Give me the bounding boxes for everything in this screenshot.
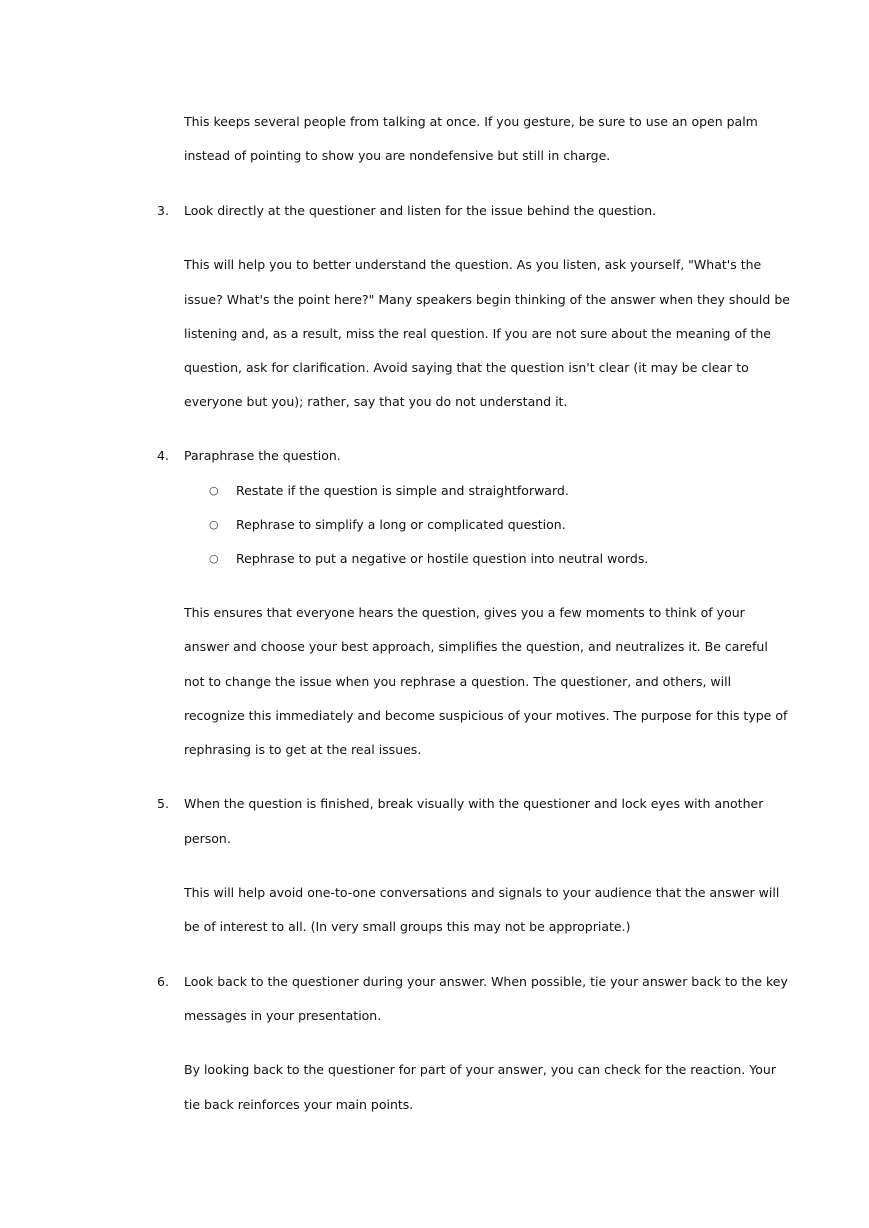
- item-heading: Paraphrase the question.: [184, 448, 341, 463]
- item-body-line: This ensures that everyone hears the question, gives you a few moments to think of your: [184, 605, 745, 620]
- item-body-line: rephrasing is to get at the real issues.: [184, 742, 422, 757]
- item-body-line: tie back reinforces your main points.: [184, 1097, 414, 1112]
- item-body-line: This will help avoid one-to-one conversations and signals to your audience that the answer will: [184, 885, 780, 900]
- bullet-marker: ○: [209, 552, 219, 565]
- item-body-line: By looking back to the questioner for part of your answer, you can check for the reaction. Your: [184, 1062, 776, 1077]
- bullet-item: Rephrase to put a negative or hostile question into neutral words.: [236, 551, 649, 566]
- intro-line: This keeps several people from talking at once. If you gesture, be sure to use an open palm: [184, 114, 758, 129]
- item-heading: Look back to the questioner during your answer. When possible, tie your answer back to the key: [184, 974, 788, 989]
- item-body-line: answer and choose your best approach, simplifies the question, and neutralizes it. Be careful: [184, 639, 768, 654]
- bullet-marker: ○: [209, 484, 219, 497]
- bullet-item: Restate if the question is simple and straightforward.: [236, 483, 569, 498]
- item-heading: When the question is finished, break visually with the questioner and lock eyes with another: [184, 796, 764, 811]
- item-body-line: recognize this immediately and become suspicious of your motives. The purpose for this type of: [184, 708, 788, 723]
- bullet-marker: ○: [209, 518, 219, 531]
- item-body-line: issue? What's the point here?" Many speakers begin thinking of the answer when they should be: [184, 292, 790, 307]
- item-number: 3.: [157, 203, 169, 218]
- item-number: 5.: [157, 796, 169, 811]
- item-body-line: not to change the issue when you rephrase a question. The questioner, and others, will: [184, 674, 732, 689]
- bullet-item: Rephrase to simplify a long or complicated question.: [236, 517, 566, 532]
- item-heading: messages in your presentation.: [184, 1008, 382, 1023]
- item-body-line: This will help you to better understand the question. As you listen, ask yourself, "What's the: [184, 257, 762, 272]
- item-body-line: question, ask for clarification. Avoid saying that the question isn't clear (it may be clear to: [184, 360, 749, 375]
- item-number: 6.: [157, 974, 169, 989]
- item-body-line: be of interest to all. (In very small groups this may not be appropriate.): [184, 919, 631, 934]
- item-body-line: listening and, as a result, miss the real question. If you are not sure about the meaning of the: [184, 326, 771, 341]
- intro-line: instead of pointing to show you are nondefensive but still in charge.: [184, 148, 611, 163]
- item-heading: person.: [184, 831, 231, 846]
- item-heading: Look directly at the questioner and listen for the issue behind the question.: [184, 203, 657, 218]
- item-body-line: everyone but you); rather, say that you do not understand it.: [184, 394, 568, 409]
- item-number: 4.: [157, 448, 169, 463]
